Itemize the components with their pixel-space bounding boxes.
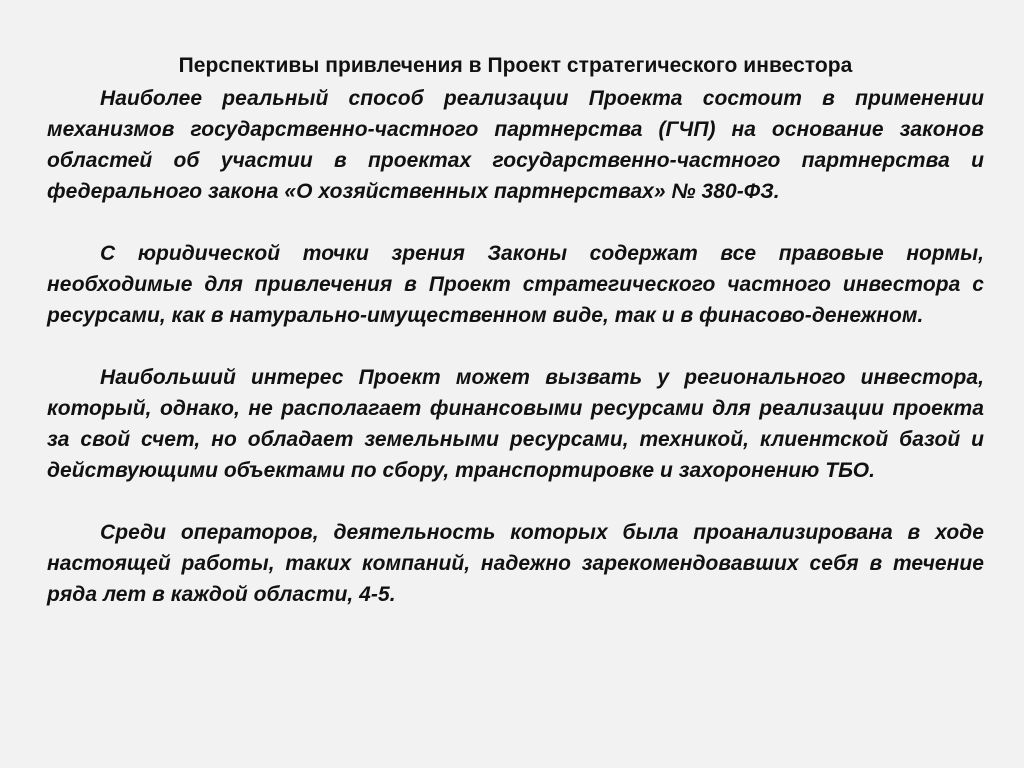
slide-title: Перспективы привлечения в Проект стратегического инвестора — [178, 54, 853, 77]
paragraph-legal: С юридической точки зрения Законы содержат все правовые нормы, необходимые для привлечения в Проект стратегического частного инвестора с ресурсами, как в натурально-имущественном виде, так и в финасово-денежном. — [47, 242, 984, 327]
paragraph-gap — [47, 486, 984, 517]
slide-content — [47, 50, 984, 610]
paragraph-gap — [47, 207, 984, 238]
paragraph-gap — [47, 331, 984, 362]
paragraph-regional-investor: Наибольший интерес Проект может вызвать у регионального инвестора, который, однако, не располагает финансовыми ресурсами для реализации проекта за свой счет, но обладает земельными ресурсами, техникой, клиентской базой и действующими объектами по сбору, транспортировке и захоронению ТБО. — [47, 366, 984, 482]
paragraph-gchp: Наиболее реальный способ реализации Проекта состоит в применении механизмов государственно-частного партнерства (ГЧП) на основание законов областей об участии в проектах государственно-частного партнерства и федерального закона «О хозяйственных партнерствах» № 380-ФЗ. — [47, 87, 984, 203]
paragraph-operators: Среди операторов, деятельность которых была проанализирована в ходе настоящей работы, таких компаний, надежно зарекомендовавших себя в течение ряда лет в каждой области, 4-5. — [47, 521, 984, 606]
